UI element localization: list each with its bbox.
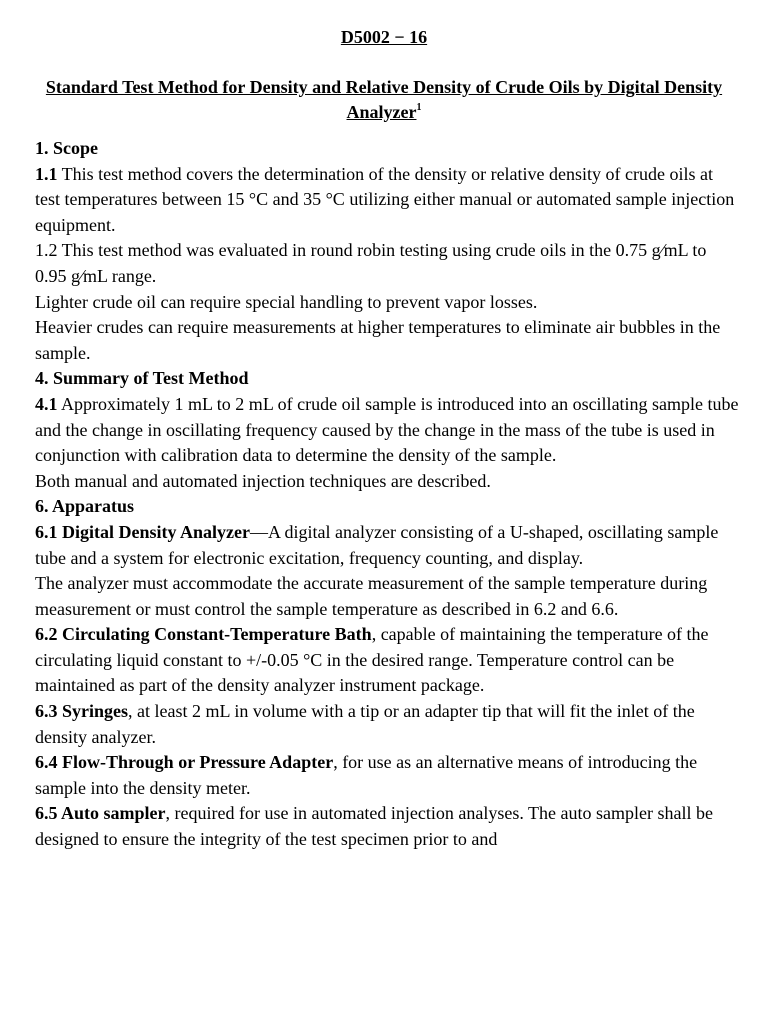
- title-footnote-marker: 1: [416, 102, 422, 113]
- document-title-text: Standard Test Method for Density and Relative Density of Crude Oils by Digital Density Analyzer: [45, 77, 723, 122]
- paragraph: 1. Scope: [35, 138, 98, 158]
- paragraph: 6.3 Syringes, at least 2 mL in volume with a tip or an adapter tip that will fit the inlet of the density analyzer.: [35, 701, 695, 747]
- document-title: [40, 75, 728, 125]
- paragraph: 1.1 This test method covers the determination of the density or relative density of crude oils at test temperatures between 15 °C and 35 °C utilizing either manual or automated sample injection equipment.: [35, 163, 735, 235]
- paragraph: Lighter crude oil can require special handling to prevent vapor losses.: [35, 291, 538, 312]
- paragraph: 6. Apparatus: [35, 496, 135, 517]
- paragraph: Heavier crudes can require measurements at higher temperatures to eliminate air bubbles in the sample.: [35, 317, 721, 363]
- paragraph: 6.4 Flow-Through or Pressure Adapter, for use as an alternative means of introducing the sample into the density meter.: [35, 752, 698, 798]
- paragraph: 1.2 This test method was evaluated in round robin testing using crude oils in the 0.75 g⁄mL to 0.95 g⁄mL range.: [35, 240, 707, 286]
- paragraph: 4. Summary of Test Method: [35, 368, 249, 389]
- paragraph: The analyzer must accommodate the accurate measurement of the sample temperature during measurement or must control the sample temperature as described in 6.2 and 6.6.: [35, 573, 708, 619]
- document-id: D5002 − 16: [340, 27, 428, 47]
- paragraph: 4.1 Approximately 1 mL to 2 mL of crude oil sample is introduced into an oscillating sample tube and the change in oscillating frequency caused by the change in the mass of the tube is used in conjunction with calibration data to determine the density of the sample.: [35, 393, 739, 466]
- paragraph: 6.2 Circulating Constant-Temperature Bath, capable of maintaining the temperature of the circulating liquid constant to +/-0.05 °C in the desired range. Temperature control can be maintained as part of the density analyzer instrument package.: [35, 624, 709, 696]
- paragraph: 6.5 Auto sampler, required for use in automated injection analyses. The auto sampler shall be designed to ensure the integrity of the test specimen prior to and: [35, 803, 713, 850]
- document-body: [35, 136, 740, 853]
- paragraph: 6.1 Digital Density Analyzer—A digital analyzer consisting of a U-shaped, oscillating sample tube and a system for electronic excitation, frequency counting, and display.: [35, 521, 719, 568]
- paragraph: Both manual and automated injection techniques are described.: [35, 470, 491, 491]
